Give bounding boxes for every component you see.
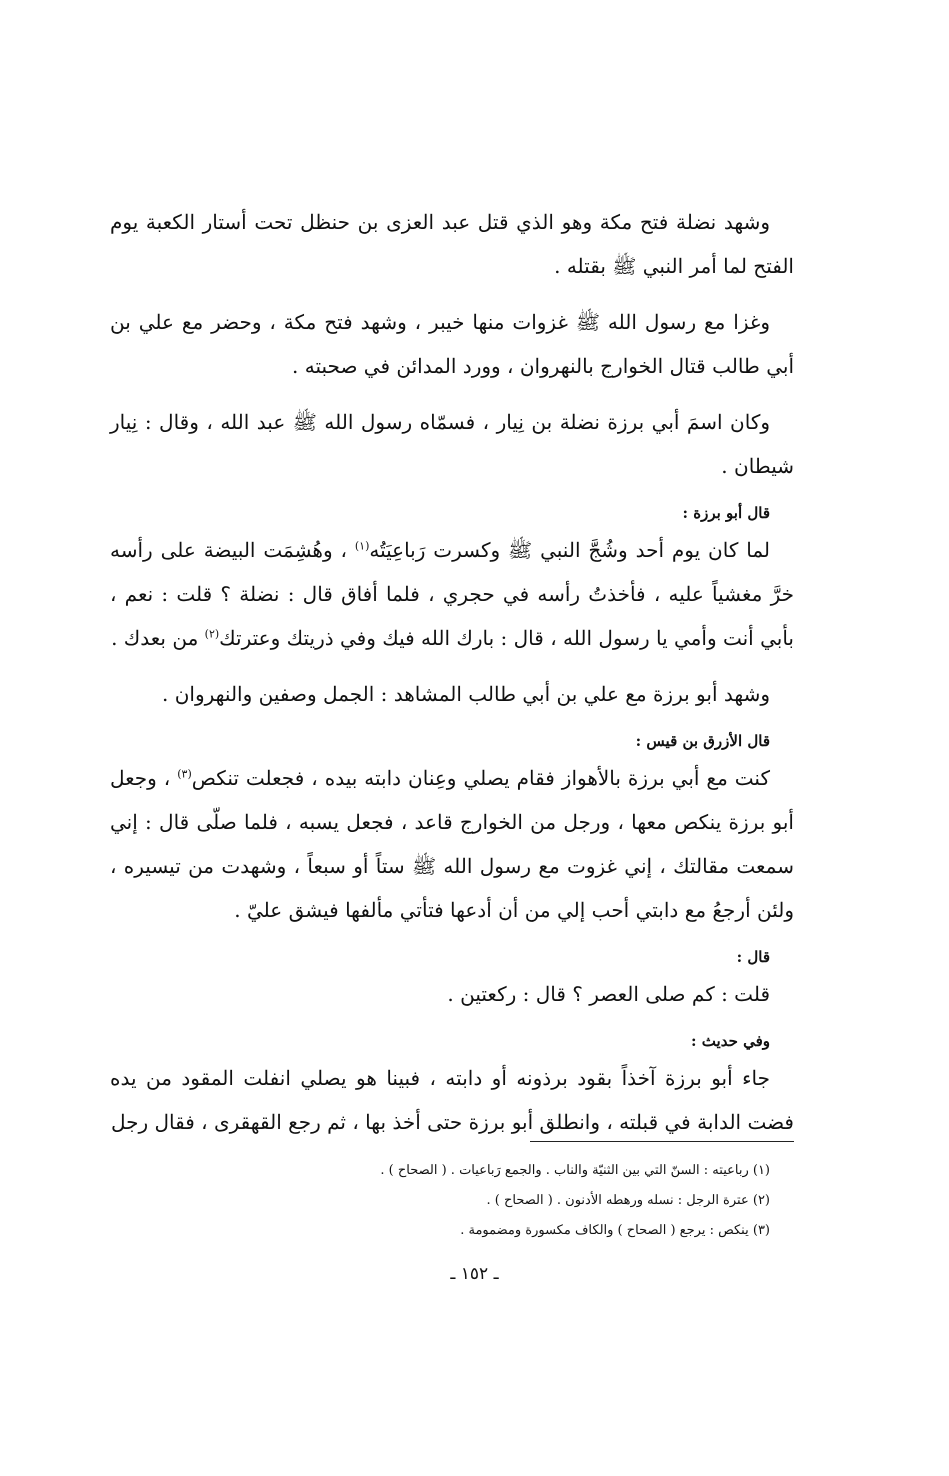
footnote-2: (٢) عترة الرجل : نسله ورهطه الأدنون . ( الصحاح ) .	[486, 1193, 770, 1208]
paragraph-1: وشهد نضلة فتح مكة وهو الذي قتل عبد العزى بن حنظل تحت أستار الكعبة يوم الفتح لما أمر النبي ﷺ بقتله .	[110, 210, 794, 278]
section-heading-hadith: وفي حديث :	[691, 1032, 770, 1050]
paragraph-6	[110, 756, 794, 932]
footnotes	[110, 1156, 794, 1246]
paragraph-6-part-b: ، وجعل أبو برزة ينكص معها ، ورجل من الخوارج قاعد ، فجعل يسبه ، فلما صلّى قال : إني سمعت مقالتك ، إني غزوت مع رسول الله ﷺ ستاً أو سبعاً ، وشهدت من تيسيره ، ولئن أرجعُ مع دابتي أحب إلي من أن أدعها فتأتي مألفها فيشق عليّ .	[110, 766, 794, 922]
page-body	[110, 200, 794, 1156]
footnote-ref-3: (٣)	[177, 767, 192, 781]
paragraph-5: وشهد أبو برزة مع علي بن أبي طالب المشاهد : الجمل وصفين والنهروان .	[162, 682, 770, 706]
section-heading-qala: قال :	[736, 948, 770, 966]
footnote-3: (٣) ينكص : يرجع ( الصحاح ) والكاف مكسورة ومضمومة .	[460, 1223, 770, 1238]
paragraph-4	[110, 528, 794, 660]
paragraph-3: وكان اسمَ أبي برزة نضلة بن نِيار ، فسمّاه رسول الله ﷺ عبد الله ، وقال : نِيار شيطان .	[110, 410, 794, 478]
paragraph-8: جاء أبو برزة آخذاً بقود برذونه أو دابته ، فبينا هو يصلي انفلت المقود من يده فضت الدابة في قبلته ، وانطلق أبو برزة حتى أخذ بها ، ثم رجع القهقرى ، فقال رجل	[110, 1066, 794, 1134]
paragraph-4-part-a: لما كان يوم أحد وشُجَّ النبي ﷺ وكسرت رَباعِيَتُه	[369, 538, 770, 562]
footnote-1: (١) رباعيته : السنّ التي بين الثنيّة والناب . والجمع رَباعيات . ( الصحاح ) .	[380, 1163, 770, 1178]
paragraph-6-part-a: كنت مع أبي برزة بالأهواز فقام يصلي وعِنان دابته بيده ، فجعلت تنكص	[191, 766, 770, 790]
section-heading-azraq: قال الأزرق بن قيس :	[635, 732, 770, 750]
paragraph-7: قلت : كم صلى العصر ؟ قال : ركعتين .	[447, 982, 770, 1006]
paragraph-2: وغزا مع رسول الله ﷺ غزوات منها خيبر ، وشهد فتح مكة ، وحضر مع علي بن أبي طالب قتال الخوارج بالنهروان ، وورد المدائن في صحبته .	[110, 310, 794, 378]
footnote-divider	[530, 1141, 794, 1142]
paragraph-4-part-b: ، وهُشِمَت البيضة على رأسه خرَّ مغشياً عليه ، فأخذتُ رأسه في حجري ، فلما أفاق قال : نضلة ؟ قلت : نعم ، بأبي أنت وأمي يا رسول الله ، قال : بارك الله فيك وفي ذريتك وعترتك	[110, 538, 794, 650]
footnote-ref-2: (٢)	[204, 627, 220, 641]
paragraph-4-part-c: من بعدك .	[111, 626, 205, 650]
page-number: ـ ١٥٢ ـ	[450, 1264, 499, 1284]
section-heading-abu-barza: قال أبو برزة :	[682, 504, 770, 522]
footnote-ref-1: (١)	[354, 539, 370, 553]
